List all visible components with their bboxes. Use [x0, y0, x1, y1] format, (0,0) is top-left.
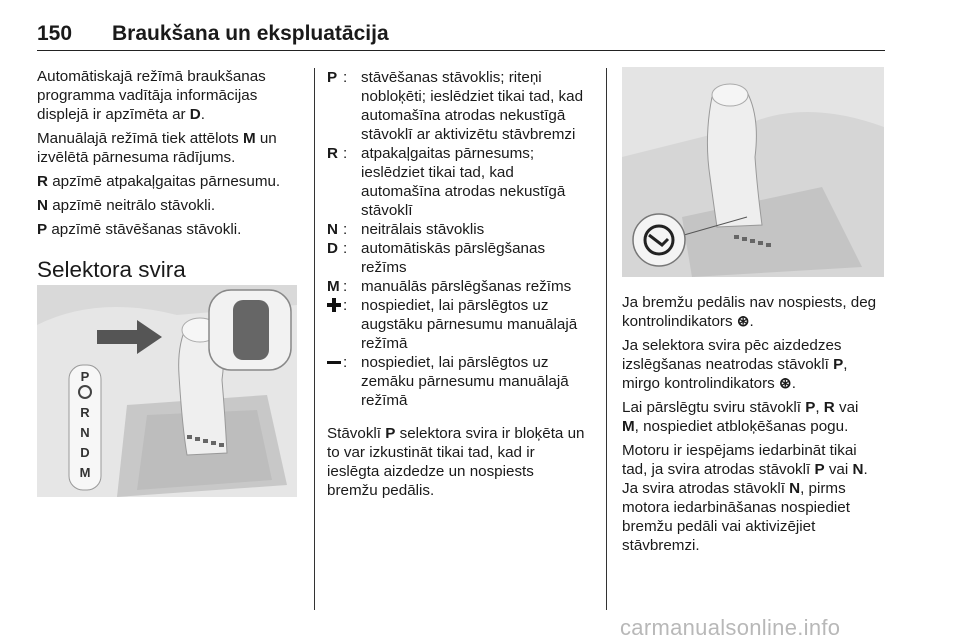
page-header [37, 20, 885, 51]
column-right [622, 293, 890, 560]
column-left [37, 67, 307, 285]
paragraph: Ja selektora svira pēc aizdedzes izslēgšanas neatrodas stāvoklī P, mirgo kontrolindikators ⊛. [622, 337, 848, 392]
brake-indicator-icon: ⊛ [779, 375, 792, 392]
definition-row: P : stāvēšanas stāvoklis; riteņi nobloķēti; ieslēdziet tikai tad, kad automašīna atrodas nekustīgā stāvoklī ar aktivizētu stāvbremzi [327, 69, 584, 143]
column-divider [606, 68, 607, 610]
plus-icon [327, 298, 341, 312]
watermark: carmanualsonline.info [620, 615, 841, 640]
page-title: Braukšana un ekspluatācija [112, 22, 389, 45]
paragraph: Lai pārslēgtu sviru stāvoklī P, R vai M, nospiediet atbloķēšanas pogu. [622, 399, 859, 435]
paragraph: Motoru ir iespējams iedarbināt tikai tad, ja svira atrodas stāvoklī P vai N. Ja svira atrodas stāvoklī N, pirms motora iedarbināšanas nospiediet bremžu pedāli vai aktivizējiet stāvbremzi. [622, 442, 868, 554]
figure-letter-p: P [80, 369, 90, 384]
definition-row: D : automātiskās pārslēgšanas režīms [327, 240, 546, 276]
section-heading: Selektora svira [37, 257, 186, 282]
definition-row: : nospiediet, lai pārslēgtos uz augstāku pārnesumu manuālajā režīmā [327, 296, 597, 353]
definition-row: M : manuālās pārslēgšanas režīms [327, 278, 572, 295]
paragraph: Manuālajā režīmā tiek attēlots M un izvēlētā pārnesuma rādījums. [37, 130, 277, 166]
selector-lever-figure [37, 285, 297, 497]
paragraph: R apzīmē atpakaļgaitas pārnesumu. [37, 173, 281, 190]
definition-row: N : neitrālais stāvoklis [327, 221, 485, 238]
position-definition-list [327, 68, 597, 500]
figure-letter-n: N [80, 425, 90, 440]
paragraph: Automātiskajā režīmā braukšanas programma vadītāja informācijas displejā ir apzīmēta ar D. [37, 68, 266, 123]
paragraph: P apzīmē stāvēšanas stāvokli. [37, 221, 242, 238]
brake-indicator-figure [622, 67, 884, 277]
paragraph: Ja bremžu pedālis nav nospiests, deg kontrolindikators ⊛. [622, 294, 877, 330]
figure-letter-r: R [80, 405, 90, 420]
definition-row: R : atpakaļgaitas pārnesums; ieslēdziet tikai tad, kad automašīna atrodas nekustīgā stāvoklī [327, 145, 566, 219]
figure-letter-m: M [79, 465, 91, 480]
figure-letter-d: D [80, 445, 90, 460]
paragraph: Stāvoklī P selektora svira ir bloķēta un to var izkustināt tikai tad, kad ir ieslēgta aizdedze un nospiests bremžu pedālis. [327, 425, 585, 499]
page-number: 150 [37, 22, 73, 45]
brake-indicator-icon: ⊛ [736, 313, 750, 330]
definition-row: : nospiediet, lai pārslēgtos uz zemāku pārnesumu manuālajā režīmā [327, 353, 597, 410]
column-divider [314, 68, 315, 610]
paragraph: N apzīmē neitrālo stāvokli. [37, 197, 216, 214]
minus-icon [327, 355, 341, 369]
